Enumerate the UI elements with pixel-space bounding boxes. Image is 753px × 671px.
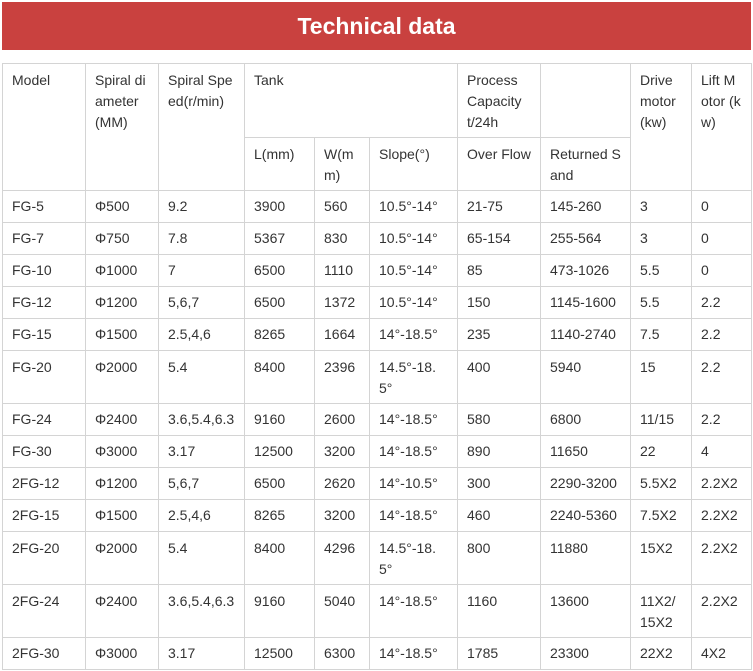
cell-spiral-diameter: Φ2400: [86, 585, 159, 638]
cell-slope: 10.5°-14°: [370, 223, 458, 255]
table-row: [3, 319, 752, 351]
cell-width: 1372: [315, 287, 370, 319]
cell-returned-sand: 5940: [541, 351, 631, 404]
cell-length: 9160: [245, 585, 315, 638]
cell-length: 9160: [245, 404, 315, 436]
cell-drive-motor: 15X2: [631, 532, 692, 585]
cell-lift-motor: 2.2: [692, 351, 752, 404]
cell-length: 5367: [245, 223, 315, 255]
cell-drive-motor: 5.5: [631, 255, 692, 287]
header-blank: [541, 64, 631, 138]
cell-spiral-diameter: Φ1500: [86, 319, 159, 351]
cell-spiral-diameter: Φ2400: [86, 404, 159, 436]
cell-drive-motor: 7.5X2: [631, 500, 692, 532]
header-tank: Tank: [245, 64, 458, 138]
cell-slope: 14.5°-18.5°: [370, 351, 458, 404]
cell-returned-sand: 13600: [541, 585, 631, 638]
cell-slope: 14°-18.5°: [370, 585, 458, 638]
cell-width: 2396: [315, 351, 370, 404]
cell-slope: 14°-18.5°: [370, 638, 458, 670]
cell-drive-motor: 3: [631, 223, 692, 255]
cell-length: 8400: [245, 351, 315, 404]
cell-width: 560: [315, 191, 370, 223]
header-drive-motor: Drive motor (kw): [631, 64, 692, 191]
cell-over-flow: 1785: [458, 638, 541, 670]
cell-over-flow: 400: [458, 351, 541, 404]
cell-spiral-diameter: Φ3000: [86, 638, 159, 670]
cell-over-flow: 580: [458, 404, 541, 436]
page-title: Technical data: [2, 2, 751, 50]
cell-returned-sand: 255-564: [541, 223, 631, 255]
cell-slope: 10.5°-14°: [370, 191, 458, 223]
table-row: [3, 351, 752, 404]
cell-over-flow: 800: [458, 532, 541, 585]
cell-over-flow: 85: [458, 255, 541, 287]
cell-returned-sand: 23300: [541, 638, 631, 670]
cell-spiral-speed: 5.4: [159, 532, 245, 585]
cell-over-flow: 235: [458, 319, 541, 351]
cell-model: 2FG-15: [3, 500, 86, 532]
cell-spiral-diameter: Φ3000: [86, 436, 159, 468]
cell-lift-motor: 2.2: [692, 287, 752, 319]
cell-model: FG-30: [3, 436, 86, 468]
cell-slope: 14°-18.5°: [370, 436, 458, 468]
cell-width: 3200: [315, 500, 370, 532]
header-process-capacity: Process Capacity t/24h: [458, 64, 541, 138]
cell-width: 1664: [315, 319, 370, 351]
header-returned-sand: Returned Sand: [541, 138, 631, 191]
cell-spiral-diameter: Φ2000: [86, 351, 159, 404]
header-model: Model: [3, 64, 86, 191]
cell-returned-sand: 2290-3200: [541, 468, 631, 500]
cell-drive-motor: 11X2/15X2: [631, 585, 692, 638]
header-spiral-speed: Spiral Speed(r/min): [159, 64, 245, 191]
cell-returned-sand: 11880: [541, 532, 631, 585]
cell-spiral-diameter: Φ1200: [86, 287, 159, 319]
cell-spiral-speed: 3.17: [159, 638, 245, 670]
cell-over-flow: 150: [458, 287, 541, 319]
table-row: [3, 532, 752, 585]
cell-length: 6500: [245, 468, 315, 500]
cell-model: FG-20: [3, 351, 86, 404]
cell-length: 3900: [245, 191, 315, 223]
cell-drive-motor: 5.5X2: [631, 468, 692, 500]
table-row: [3, 404, 752, 436]
cell-slope: 14°-18.5°: [370, 319, 458, 351]
cell-slope: 14°-18.5°: [370, 500, 458, 532]
cell-returned-sand: 1140-2740: [541, 319, 631, 351]
cell-length: 8265: [245, 319, 315, 351]
cell-spiral-diameter: Φ1000: [86, 255, 159, 287]
cell-returned-sand: 6800: [541, 404, 631, 436]
cell-drive-motor: 11/15: [631, 404, 692, 436]
table-row: [3, 638, 752, 670]
cell-length: 12500: [245, 436, 315, 468]
cell-model: FG-24: [3, 404, 86, 436]
header-width: W(mm): [315, 138, 370, 191]
cell-spiral-speed: 5,6,7: [159, 468, 245, 500]
cell-spiral-speed: 2.5,4,6: [159, 319, 245, 351]
cell-spiral-speed: 3.6,5.4,6.3: [159, 585, 245, 638]
header-slope: Slope(°): [370, 138, 458, 191]
cell-spiral-diameter: Φ1500: [86, 500, 159, 532]
cell-spiral-speed: 7.8: [159, 223, 245, 255]
cell-spiral-speed: 7: [159, 255, 245, 287]
cell-lift-motor: 0: [692, 223, 752, 255]
cell-width: 6300: [315, 638, 370, 670]
cell-drive-motor: 22: [631, 436, 692, 468]
cell-width: 2600: [315, 404, 370, 436]
technical-data-table: [2, 63, 752, 670]
cell-spiral-speed: 9.2: [159, 191, 245, 223]
cell-model: 2FG-12: [3, 468, 86, 500]
cell-width: 4296: [315, 532, 370, 585]
cell-slope: 10.5°-14°: [370, 287, 458, 319]
table-row: [3, 223, 752, 255]
table-row: [3, 287, 752, 319]
cell-length: 12500: [245, 638, 315, 670]
cell-model: 2FG-20: [3, 532, 86, 585]
cell-lift-motor: 2.2X2: [692, 585, 752, 638]
cell-lift-motor: 2.2X2: [692, 468, 752, 500]
cell-lift-motor: 2.2: [692, 404, 752, 436]
cell-lift-motor: 4X2: [692, 638, 752, 670]
cell-slope: 14°-18.5°: [370, 404, 458, 436]
cell-length: 8265: [245, 500, 315, 532]
cell-lift-motor: 4: [692, 436, 752, 468]
cell-returned-sand: 145-260: [541, 191, 631, 223]
cell-drive-motor: 3: [631, 191, 692, 223]
cell-spiral-speed: 5.4: [159, 351, 245, 404]
cell-lift-motor: 2.2X2: [692, 500, 752, 532]
header-over-flow: Over Flow: [458, 138, 541, 191]
header-lift-motor: Lift Motor (kw): [692, 64, 752, 191]
cell-model: FG-10: [3, 255, 86, 287]
cell-width: 5040: [315, 585, 370, 638]
cell-slope: 14°-10.5°: [370, 468, 458, 500]
table-row: [3, 191, 752, 223]
cell-drive-motor: 7.5: [631, 319, 692, 351]
cell-returned-sand: 473-1026: [541, 255, 631, 287]
table-row: [3, 468, 752, 500]
header-spiral-diameter: Spiral diameter(MM): [86, 64, 159, 191]
cell-slope: 14.5°-18.5°: [370, 532, 458, 585]
cell-spiral-speed: 3.17: [159, 436, 245, 468]
cell-lift-motor: 0: [692, 191, 752, 223]
cell-lift-motor: 2.2: [692, 319, 752, 351]
cell-length: 6500: [245, 255, 315, 287]
table-row: [3, 585, 752, 638]
cell-returned-sand: 1145-1600: [541, 287, 631, 319]
cell-drive-motor: 15: [631, 351, 692, 404]
cell-drive-motor: 5.5: [631, 287, 692, 319]
cell-model: FG-15: [3, 319, 86, 351]
cell-model: FG-5: [3, 191, 86, 223]
cell-spiral-speed: 3.6,5.4,6.3: [159, 404, 245, 436]
cell-length: 6500: [245, 287, 315, 319]
cell-spiral-diameter: Φ2000: [86, 532, 159, 585]
cell-width: 1110: [315, 255, 370, 287]
cell-spiral-diameter: Φ500: [86, 191, 159, 223]
cell-model: 2FG-24: [3, 585, 86, 638]
cell-length: 8400: [245, 532, 315, 585]
cell-model: 2FG-30: [3, 638, 86, 670]
cell-lift-motor: 0: [692, 255, 752, 287]
cell-over-flow: 300: [458, 468, 541, 500]
header-length: L(mm): [245, 138, 315, 191]
cell-spiral-diameter: Φ750: [86, 223, 159, 255]
table-row: [3, 436, 752, 468]
cell-over-flow: 1160: [458, 585, 541, 638]
cell-width: 830: [315, 223, 370, 255]
cell-width: 3200: [315, 436, 370, 468]
cell-slope: 10.5°-14°: [370, 255, 458, 287]
cell-over-flow: 890: [458, 436, 541, 468]
cell-spiral-diameter: Φ1200: [86, 468, 159, 500]
cell-model: FG-7: [3, 223, 86, 255]
cell-lift-motor: 2.2X2: [692, 532, 752, 585]
cell-model: FG-12: [3, 287, 86, 319]
cell-spiral-speed: 5,6,7: [159, 287, 245, 319]
cell-width: 2620: [315, 468, 370, 500]
cell-spiral-speed: 2.5,4,6: [159, 500, 245, 532]
cell-over-flow: 21-75: [458, 191, 541, 223]
cell-returned-sand: 2240-5360: [541, 500, 631, 532]
cell-drive-motor: 22X2: [631, 638, 692, 670]
cell-returned-sand: 11650: [541, 436, 631, 468]
table-row: [3, 500, 752, 532]
cell-over-flow: 65-154: [458, 223, 541, 255]
cell-over-flow: 460: [458, 500, 541, 532]
table-row: [3, 255, 752, 287]
